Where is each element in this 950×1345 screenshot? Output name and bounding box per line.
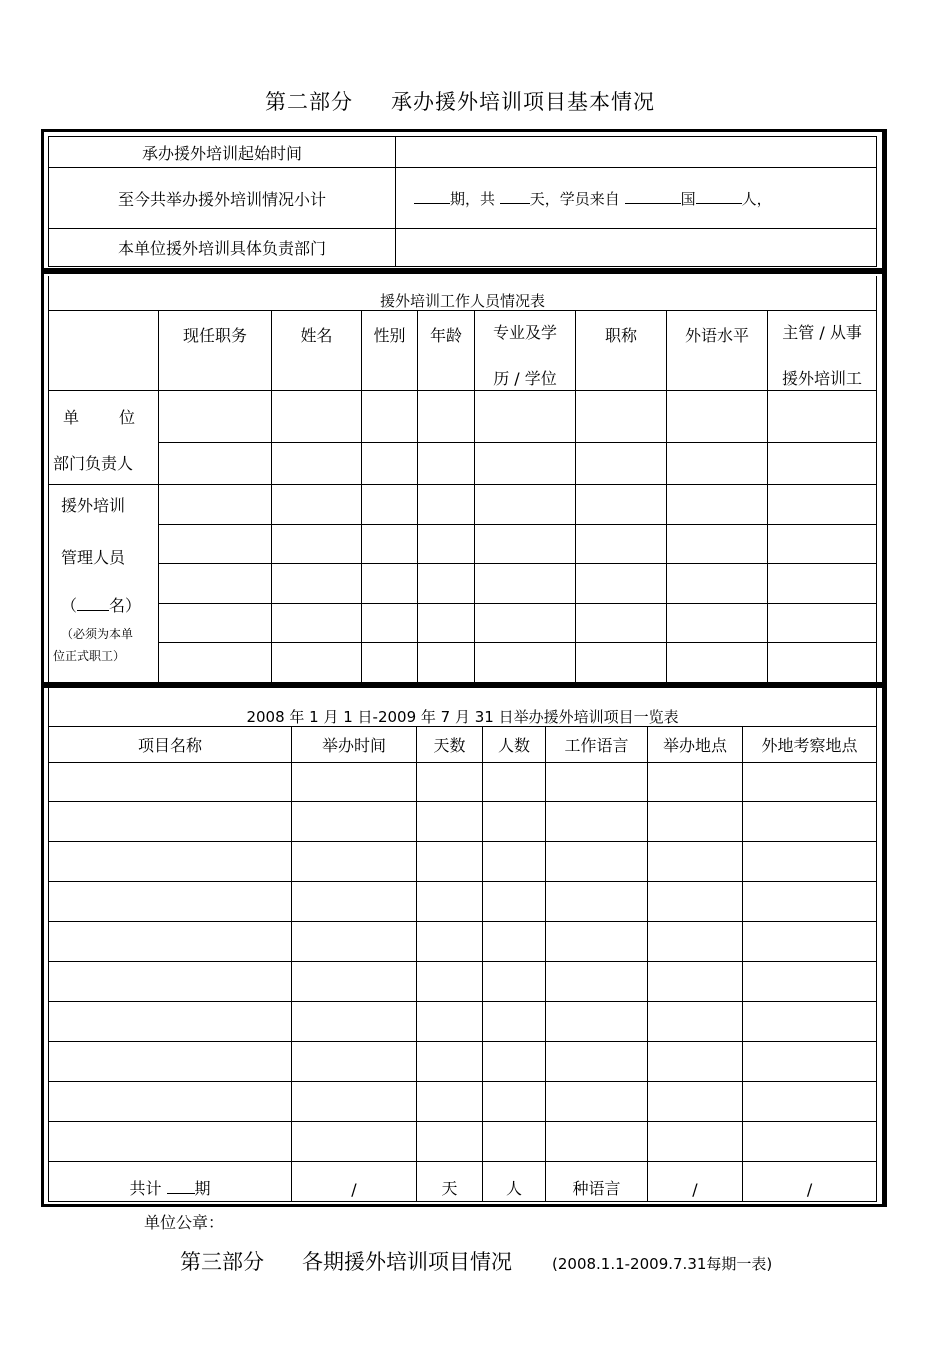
project-cell[interactable] bbox=[648, 921, 743, 961]
row-mgmt-line3 bbox=[61, 595, 158, 617]
row-mgmt-line1: 援外培训 bbox=[61, 495, 126, 515]
header-project-name: 项目名称 bbox=[49, 726, 292, 762]
header-project-place: 举办地点 bbox=[648, 726, 743, 762]
project-cell[interactable] bbox=[49, 1081, 292, 1121]
project-cell[interactable] bbox=[483, 1081, 546, 1121]
project-cell[interactable] bbox=[546, 1001, 648, 1041]
part3-label: 第三部分 bbox=[180, 1250, 264, 1274]
project-cell[interactable] bbox=[743, 1001, 877, 1041]
staff-cell[interactable] bbox=[159, 642, 272, 682]
project-cell[interactable] bbox=[743, 1121, 877, 1161]
row-mgmt-open: （ bbox=[61, 595, 78, 615]
staff-cell[interactable] bbox=[418, 524, 475, 563]
staff-cell[interactable] bbox=[768, 390, 877, 442]
staff-cell[interactable] bbox=[576, 563, 667, 603]
staff-cell[interactable] bbox=[418, 603, 475, 642]
summary-countries-text: 国 bbox=[680, 189, 696, 208]
project-cell[interactable] bbox=[417, 1121, 483, 1161]
project-cell[interactable] bbox=[743, 801, 877, 841]
project-cell[interactable] bbox=[648, 762, 743, 801]
summary-periods-text: 期，共 bbox=[450, 189, 496, 208]
section-divider bbox=[41, 268, 884, 274]
staff-cell[interactable] bbox=[475, 642, 576, 682]
project-cell[interactable] bbox=[546, 1121, 648, 1161]
staff-cell[interactable] bbox=[475, 442, 576, 484]
project-caption: 2008 年 1 月 1 日-2009 年 7 月 31 日举办援外培训项目一览表 bbox=[49, 686, 877, 726]
staff-cell[interactable] bbox=[159, 442, 272, 484]
project-cell[interactable] bbox=[648, 841, 743, 881]
total-days: 天 bbox=[417, 1161, 483, 1201]
start-time-field[interactable] bbox=[396, 137, 877, 168]
project-cell[interactable] bbox=[648, 801, 743, 841]
project-table bbox=[48, 686, 877, 1202]
row-mgmt-note1: （必须为本单 bbox=[61, 626, 134, 641]
project-cell[interactable] bbox=[417, 1041, 483, 1081]
header-project-language: 工作语言 bbox=[546, 726, 648, 762]
part3-title: 各期援外培训项目情况 bbox=[302, 1250, 512, 1274]
project-cell[interactable] bbox=[292, 1121, 417, 1161]
project-cell[interactable] bbox=[483, 961, 546, 1001]
header-degree-line2: 历 / 学位 bbox=[493, 368, 557, 388]
row-mgmt-close: 名） bbox=[109, 595, 142, 615]
staff-cell[interactable] bbox=[475, 603, 576, 642]
project-cell[interactable] bbox=[417, 841, 483, 881]
staff-cell[interactable] bbox=[418, 390, 475, 442]
staff-cell[interactable] bbox=[667, 603, 768, 642]
days-blank[interactable] bbox=[500, 189, 530, 204]
staff-cell[interactable] bbox=[418, 563, 475, 603]
project-cell[interactable] bbox=[648, 1041, 743, 1081]
project-cell[interactable] bbox=[546, 1041, 648, 1081]
mgmt-count-blank[interactable] bbox=[77, 596, 109, 611]
staff-cell[interactable] bbox=[667, 484, 768, 524]
project-row bbox=[49, 921, 877, 961]
staff-cell[interactable] bbox=[272, 603, 362, 642]
header-project-field-visit: 外地考察地点 bbox=[743, 726, 877, 762]
summary-people-text: 人， bbox=[741, 189, 772, 208]
project-row bbox=[49, 801, 877, 841]
header-gender: 性别 bbox=[362, 310, 418, 390]
project-cell[interactable] bbox=[49, 762, 292, 801]
project-row bbox=[49, 881, 877, 921]
staff-cell[interactable] bbox=[272, 563, 362, 603]
staff-cell[interactable] bbox=[418, 642, 475, 682]
project-cell[interactable] bbox=[483, 762, 546, 801]
project-row bbox=[49, 1081, 877, 1121]
part2-title: 承办援外培训项目基本情况 bbox=[391, 90, 655, 114]
staff-cell[interactable] bbox=[667, 642, 768, 682]
staff-cell[interactable] bbox=[362, 442, 418, 484]
project-cell[interactable] bbox=[483, 1121, 546, 1161]
periods-blank[interactable] bbox=[414, 189, 450, 204]
staff-cell[interactable] bbox=[418, 484, 475, 524]
staff-cell[interactable] bbox=[362, 563, 418, 603]
project-cell[interactable] bbox=[483, 1001, 546, 1041]
header-work bbox=[768, 310, 877, 390]
project-row bbox=[49, 1001, 877, 1041]
row-dept-head-label: 部门负责人 bbox=[49, 442, 159, 484]
row-unit-char1: 单 bbox=[63, 407, 80, 427]
project-cell[interactable] bbox=[648, 1121, 743, 1161]
staff-cell[interactable] bbox=[667, 390, 768, 442]
staff-cell[interactable] bbox=[362, 484, 418, 524]
project-cell[interactable] bbox=[292, 801, 417, 841]
project-cell[interactable] bbox=[483, 921, 546, 961]
project-cell[interactable] bbox=[417, 881, 483, 921]
staff-cell[interactable] bbox=[475, 390, 576, 442]
staff-cell[interactable] bbox=[272, 642, 362, 682]
project-cell[interactable] bbox=[292, 1081, 417, 1121]
project-row bbox=[49, 961, 877, 1001]
project-row bbox=[49, 762, 877, 801]
project-cell[interactable] bbox=[743, 762, 877, 801]
project-cell[interactable] bbox=[483, 881, 546, 921]
project-cell[interactable] bbox=[292, 921, 417, 961]
total-time: / bbox=[292, 1161, 417, 1201]
project-cell[interactable] bbox=[49, 1041, 292, 1081]
staff-cell[interactable] bbox=[159, 390, 272, 442]
people-blank[interactable] bbox=[696, 189, 742, 204]
staff-cell[interactable] bbox=[418, 442, 475, 484]
staff-cell[interactable] bbox=[576, 484, 667, 524]
countries-blank[interactable] bbox=[625, 189, 681, 204]
project-cell[interactable] bbox=[417, 921, 483, 961]
total-field-visit: / bbox=[743, 1161, 877, 1201]
staff-cell[interactable] bbox=[576, 390, 667, 442]
project-cell[interactable] bbox=[417, 762, 483, 801]
header-project-people: 人数 bbox=[483, 726, 546, 762]
project-cell[interactable] bbox=[648, 1081, 743, 1121]
basic-info-table bbox=[48, 136, 877, 267]
project-cell[interactable] bbox=[417, 801, 483, 841]
total-periods bbox=[49, 1161, 292, 1201]
staff-cell[interactable] bbox=[768, 603, 877, 642]
total-suffix: 期 bbox=[194, 1178, 211, 1198]
project-total-row bbox=[49, 1161, 877, 1201]
header-work-line1: 主管 / 从事 bbox=[782, 322, 862, 342]
project-cell[interactable] bbox=[743, 841, 877, 881]
dept-label: 本单位援外培训具体负责部门 bbox=[49, 229, 396, 267]
project-cell[interactable] bbox=[49, 961, 292, 1001]
project-cell[interactable] bbox=[546, 921, 648, 961]
project-cell[interactable] bbox=[49, 841, 292, 881]
staff-cell[interactable] bbox=[475, 524, 576, 563]
project-cell[interactable] bbox=[417, 1081, 483, 1121]
project-cell[interactable] bbox=[648, 1001, 743, 1041]
staff-cell[interactable] bbox=[272, 524, 362, 563]
staff-cell[interactable] bbox=[667, 524, 768, 563]
row-mgmt-note2: 位正式职工） bbox=[53, 648, 126, 663]
staff-cell[interactable] bbox=[768, 642, 877, 682]
staff-cell[interactable] bbox=[576, 524, 667, 563]
project-cell[interactable] bbox=[546, 1081, 648, 1121]
project-cell[interactable] bbox=[648, 881, 743, 921]
header-title: 职称 bbox=[576, 310, 667, 390]
project-cell[interactable] bbox=[49, 921, 292, 961]
project-cell[interactable] bbox=[292, 1041, 417, 1081]
project-cell[interactable] bbox=[292, 762, 417, 801]
total-periods-blank[interactable] bbox=[167, 1179, 195, 1194]
staff-cell[interactable] bbox=[576, 603, 667, 642]
project-cell[interactable] bbox=[743, 1041, 877, 1081]
staff-cell[interactable] bbox=[768, 563, 877, 603]
summary-days-text: 天，学员来自 bbox=[529, 189, 620, 208]
part3-note: (2008.1.1-2009.7.31每期一表) bbox=[552, 1255, 773, 1273]
staff-cell[interactable] bbox=[272, 442, 362, 484]
header-project-time: 举办时间 bbox=[292, 726, 417, 762]
staff-cell[interactable] bbox=[768, 524, 877, 563]
header-degree-line1: 专业及学 bbox=[492, 322, 557, 342]
project-cell[interactable] bbox=[49, 881, 292, 921]
start-time-label: 承办援外培训起始时间 bbox=[49, 137, 396, 168]
staff-header-corner bbox=[49, 310, 159, 390]
project-cell[interactable] bbox=[49, 801, 292, 841]
project-cell[interactable] bbox=[743, 921, 877, 961]
project-cell[interactable] bbox=[743, 881, 877, 921]
staff-table bbox=[48, 276, 877, 683]
project-cell[interactable] bbox=[483, 801, 546, 841]
header-project-days: 天数 bbox=[417, 726, 483, 762]
project-row bbox=[49, 1041, 877, 1081]
project-cell[interactable] bbox=[292, 841, 417, 881]
staff-cell[interactable] bbox=[159, 524, 272, 563]
staff-cell[interactable] bbox=[362, 524, 418, 563]
project-cell[interactable] bbox=[292, 1001, 417, 1041]
staff-caption: 援外培训工作人员情况表 bbox=[49, 276, 877, 310]
project-cell[interactable] bbox=[743, 1081, 877, 1121]
summary-field[interactable] bbox=[396, 168, 877, 229]
staff-cell[interactable] bbox=[362, 603, 418, 642]
project-cell[interactable] bbox=[49, 1121, 292, 1161]
header-work-line2: 援外培训工 bbox=[782, 368, 863, 388]
project-cell[interactable] bbox=[648, 961, 743, 1001]
header-degree bbox=[475, 310, 576, 390]
total-place: / bbox=[648, 1161, 743, 1201]
row-mgmt-label bbox=[49, 484, 159, 682]
staff-cell[interactable] bbox=[272, 484, 362, 524]
row-mgmt-line2: 管理人员 bbox=[61, 547, 126, 567]
total-language: 种语言 bbox=[546, 1161, 648, 1201]
project-cell[interactable] bbox=[743, 961, 877, 1001]
project-cell[interactable] bbox=[483, 841, 546, 881]
staff-cell[interactable] bbox=[576, 442, 667, 484]
staff-cell[interactable] bbox=[576, 642, 667, 682]
row-unit-char2: 位 bbox=[119, 407, 136, 427]
header-position: 现任职务 bbox=[159, 310, 272, 390]
project-cell[interactable] bbox=[292, 881, 417, 921]
total-people: 人 bbox=[483, 1161, 546, 1201]
project-cell[interactable] bbox=[292, 961, 417, 1001]
dept-field[interactable] bbox=[396, 229, 877, 267]
part3-heading bbox=[180, 1246, 772, 1276]
project-cell[interactable] bbox=[49, 1001, 292, 1041]
project-cell[interactable] bbox=[546, 841, 648, 881]
project-cell[interactable] bbox=[417, 1001, 483, 1041]
row-unit-label bbox=[49, 390, 159, 442]
staff-cell[interactable] bbox=[159, 563, 272, 603]
project-cell[interactable] bbox=[546, 762, 648, 801]
project-cell[interactable] bbox=[546, 881, 648, 921]
staff-cell[interactable] bbox=[272, 390, 362, 442]
staff-cell[interactable] bbox=[362, 390, 418, 442]
staff-cell[interactable] bbox=[768, 484, 877, 524]
project-cell[interactable] bbox=[546, 801, 648, 841]
header-name: 姓名 bbox=[272, 310, 362, 390]
header-age: 年龄 bbox=[418, 310, 475, 390]
part2-label: 第二部分 bbox=[265, 90, 353, 114]
project-cell[interactable] bbox=[483, 1041, 546, 1081]
staff-cell[interactable] bbox=[475, 563, 576, 603]
summary-label: 至今共举办援外培训情况小计 bbox=[49, 168, 396, 229]
header-language: 外语水平 bbox=[667, 310, 768, 390]
project-cell[interactable] bbox=[546, 961, 648, 1001]
staff-cell[interactable] bbox=[475, 484, 576, 524]
staff-cell[interactable] bbox=[768, 442, 877, 484]
staff-cell[interactable] bbox=[667, 442, 768, 484]
staff-cell[interactable] bbox=[667, 563, 768, 603]
staff-cell[interactable] bbox=[159, 484, 272, 524]
project-row bbox=[49, 1121, 877, 1161]
staff-cell[interactable] bbox=[159, 603, 272, 642]
total-prefix: 共计 bbox=[129, 1178, 162, 1198]
project-cell[interactable] bbox=[417, 961, 483, 1001]
staff-cell[interactable] bbox=[362, 642, 418, 682]
seal-label: 单位公章： bbox=[144, 1213, 225, 1232]
project-row bbox=[49, 841, 877, 881]
part2-heading bbox=[0, 86, 920, 116]
